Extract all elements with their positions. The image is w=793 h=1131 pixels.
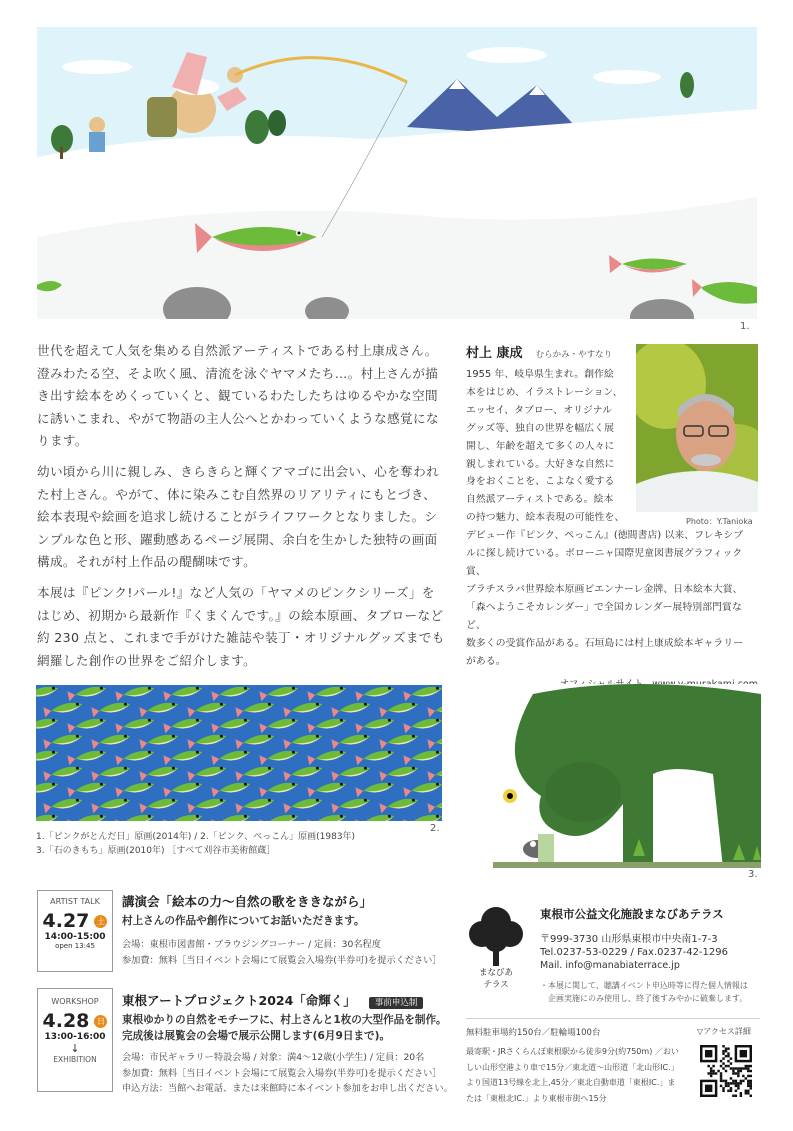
down-arrow-icon: ↓ bbox=[70, 1042, 80, 1055]
event-title: 東根アートプロジェクト2024「命輝く」 bbox=[122, 993, 356, 1008]
event-lead-line: 東根ゆかりの自然をモチーフに、村上さんと1枚の大型作品を制作。 bbox=[122, 1014, 447, 1026]
caption-line: 3.「石のきもち」原画(2010年) ［すべて刈谷市美術館蔵］ bbox=[36, 846, 276, 856]
caption-line: 1.「ピンクがとんだ日」原画(2014年) / 2.「ピンク、ぺっこん」原画(1983年) bbox=[36, 832, 356, 842]
intro-paragraph-2: 幼い頃から川に親しみ、きらきらと輝くアマゴに出会い、心を奪われた村上さん。やがて、体に染みこむ自然界のリアリティにもとづき、絵本表現や絵画を追求し続けることがライフワークとなりました。シンプルな色と形、躍動感あるページ展開、余白を生かした独特の画面構成。それが村上作品の醍醐味です。 bbox=[37, 463, 440, 570]
event-lead: 村上さんの作品や創作についてお話いただきます。 bbox=[122, 915, 365, 927]
event-title-row bbox=[122, 990, 457, 1009]
artist-name: 村上 康成 bbox=[466, 346, 523, 361]
event-2-date-box bbox=[37, 988, 113, 1092]
hero-illustration bbox=[37, 27, 757, 319]
bio-line: グッズ等、独自の世界を幅広く展 bbox=[466, 422, 614, 434]
event-date-row bbox=[38, 910, 112, 932]
access-line: しい山形空港より車で15分／東北道〜山形道「北山形IC.」 bbox=[466, 1062, 679, 1072]
figure-2-number: 2. bbox=[430, 823, 440, 834]
event-exhibition: EXHIBITION bbox=[53, 1055, 97, 1064]
event-type: WORKSHOP bbox=[51, 997, 99, 1006]
bio-line: 1955 年、岐阜県生まれ。創作絵 bbox=[466, 369, 614, 380]
intro-text bbox=[37, 340, 445, 680]
bio-line: ブラチスラバ世界絵本原画ビエンナーレ金牌、日本絵本大賞、 bbox=[466, 583, 743, 595]
bio-line: ルに探し続けている。ボローニャ国際児童図書展グラフィック賞、 bbox=[466, 548, 743, 577]
bio-line: 「森へようこそカレンダー」で全国カレンダー展特別部門賞など、 bbox=[466, 601, 742, 631]
event-time: 13:00-16:00 bbox=[44, 1032, 106, 1042]
access-info bbox=[466, 1044, 692, 1106]
qr-code-icon[interactable] bbox=[700, 1045, 752, 1097]
access-line: 最寄駅・JRさくらんぼ東根駅から徒歩9分(約750m) ／おい bbox=[466, 1047, 679, 1056]
event-date: 4.27 bbox=[42, 910, 90, 932]
event-detail-line: 参加費：無料［当日イベント会場にて展覧会入場券(半券可)を提示ください］ bbox=[122, 1067, 442, 1079]
event-weekday: 日 bbox=[94, 1015, 107, 1028]
photo-credit: Photo：Y.Tanioka bbox=[686, 517, 753, 526]
event-title: 講演会「絵本の力～自然の歌をききながら」 bbox=[122, 894, 373, 909]
event-detail-line: 会場：市民ギャラリー特設会場 / 対象：満4～12歳(小学生) / 定員：20名 bbox=[122, 1052, 425, 1063]
venue-info bbox=[540, 906, 770, 1005]
venue-postal: 〒999-3730 山形県東根市中央南1-7-3 bbox=[540, 934, 718, 945]
figure-3-number: 3. bbox=[748, 869, 758, 880]
access-line: たは「東根北IC.」より東根市街へ15分 bbox=[466, 1093, 607, 1103]
bio-line: エッセイ、タブロー、オリジナル bbox=[466, 404, 613, 416]
bio-line: 開し、年齢を超えて多くの人々に bbox=[466, 440, 615, 452]
bio-line: 数多くの受賞作品がある。石垣島には村上康成絵本ギャラリー bbox=[466, 637, 744, 649]
logo-text-2: テラス bbox=[483, 980, 509, 990]
event-2-details bbox=[122, 990, 457, 1097]
pattern-illustration bbox=[36, 685, 442, 821]
bio-line: 自然派アーティストである。絵本 bbox=[466, 494, 614, 506]
access-line: より国道13号線を北上,45分／東北自動車道「東根IC.」ま bbox=[466, 1078, 676, 1087]
event-type: ARTIST TALK bbox=[50, 897, 100, 906]
event-time: 14:00-15:00 bbox=[44, 932, 106, 942]
event-detail-line: 申込方法：当館へお電話、または来館時に本イベント参加をお申し出ください。 bbox=[122, 1083, 453, 1094]
event-date: 4.28 bbox=[42, 1010, 90, 1032]
event-open: open 13:45 bbox=[55, 942, 95, 950]
intro-paragraph-3: 本展は『ピンク!パール!』など人気の「ヤマメのピンクシリーズ」をはじめ、初期から最新作『くまくんです。』の絵本原画、タブローなど約 230 点と、これまで手がけた雑誌や装丁・オリジナルグッズまでも網羅した創作の世界をご紹介します。 bbox=[37, 584, 445, 668]
bio-line: デビュー作『ピンク、ぺっこん』(徳間書店) 以来、フレキシブ bbox=[466, 530, 744, 542]
venue-mail[interactable]: Mail. info@manabiaterrace.jp bbox=[540, 960, 680, 971]
event-detail-line: 会場：東根市図書館・ブラウジングコーナー / 定員：30名程度 bbox=[122, 939, 381, 950]
privacy-line: ・本展に関して、聴講イベント申込時等に得た個人情報は bbox=[540, 981, 748, 990]
artist-reading: むらかみ・やすなり bbox=[535, 350, 613, 360]
event-detail-line: 参加費：無料［当日イベント会場にて展覧会入場券(半券可)を提示ください］ bbox=[122, 954, 442, 966]
event-date-row bbox=[38, 1010, 112, 1032]
artist-photo bbox=[636, 344, 758, 512]
venue-name: 東根市公益文化施設まなびあテラス bbox=[540, 907, 724, 921]
parking-info: 無料駐車場約150台／駐輪場100台 bbox=[466, 1028, 601, 1038]
divider bbox=[466, 1018, 760, 1019]
privacy-line: 企画実施にのみ使用し、終了後すみやかに破棄します。 bbox=[540, 994, 748, 1003]
event-lead-line: 完成後は展覧会の会場で展示公開します(6月9日まで)。 bbox=[122, 1030, 391, 1042]
frog-illustration bbox=[493, 684, 761, 868]
bio-line: の持つ魅力、絵本表現の可能性を、 bbox=[466, 512, 625, 524]
event-1-date-box bbox=[37, 890, 113, 972]
image-captions bbox=[36, 830, 476, 858]
access-label[interactable]: ▽アクセス詳細 bbox=[697, 1027, 751, 1036]
bio-line: がある。 bbox=[466, 655, 506, 667]
bio-line: 身をおくことを、こよなく愛する bbox=[466, 476, 615, 488]
bio-line: 親しまれている。大好きな自然に bbox=[466, 458, 615, 470]
venue-logo bbox=[466, 904, 526, 994]
reservation-badge: 事前申込制 bbox=[369, 997, 424, 1009]
logo-text-1: まなびあ bbox=[478, 968, 513, 978]
venue-tel-fax: Tel.0237-53-0229 / Fax.0237-42-1296 bbox=[540, 947, 728, 958]
tree-logo-icon bbox=[466, 904, 526, 966]
figure-1-number: 1. bbox=[740, 321, 750, 332]
event-1-details bbox=[122, 892, 452, 968]
intro-paragraph-1: 世代を超えて人気を集める自然派アーティストである村上康成さん。澄みわたる空、そよ吹く風、清流を泳ぐヤマメたち…。村上さんが描き出す絵本をめくっていくと、観ているわたしたちはゆるやかな空間に誘いこまれ、やがて物語の主人公へとかわっていくような感覚になります。 bbox=[37, 343, 439, 449]
event-weekday: 土 bbox=[94, 915, 107, 928]
bio-line: 本をはじめ、イラストレーション、 bbox=[466, 386, 623, 398]
